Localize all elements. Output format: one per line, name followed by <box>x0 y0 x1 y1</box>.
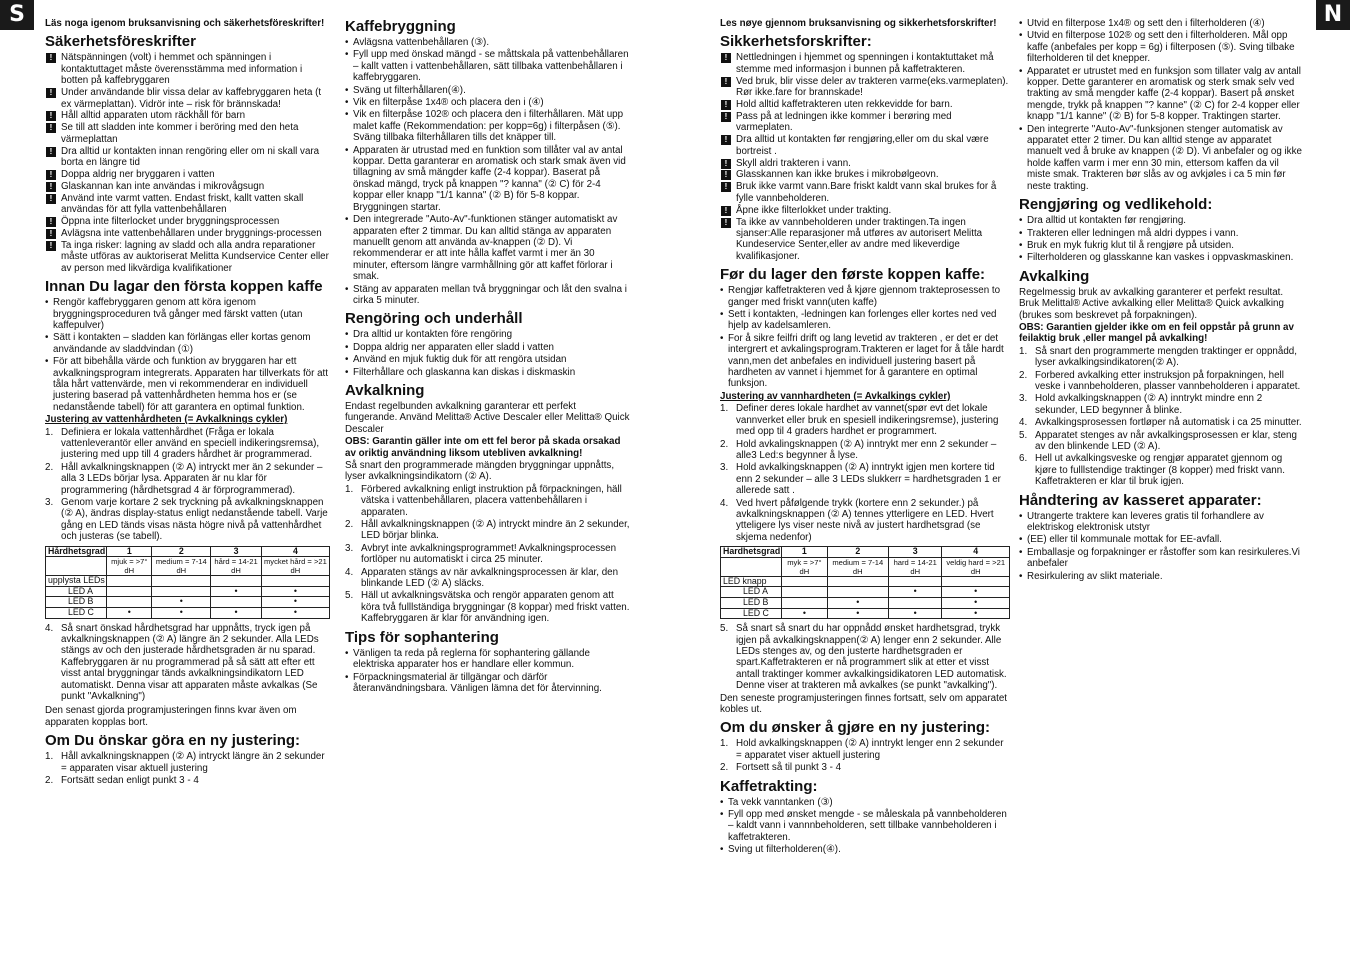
bullet-item: • Sving ut filterholderen(④). <box>720 844 1010 855</box>
grade-cell: 1 <box>782 547 827 558</box>
table-head: Hårdhetsgrad <box>46 546 107 557</box>
step-item: 4. Avkalkingsprosessen fortløper nå automatisk i ca 25 minutter. <box>1019 417 1302 429</box>
bullet-item: • För att bibehålla värde och funktion av bryggaren har ett avkalkningsprogram integrerats. Apparaten har tillverkats för att tåla hårt vattenvärde, men vi rekommenderar en individuell justering baserad på vattenhårdheten hemma hos er (se nedanstående tabell) för att garantera en optimal funktion. <box>45 356 330 413</box>
sv-new-adjust-title: Om Du önskar göra en ny justering: <box>45 732 301 750</box>
sv-descale-title: Avkalkning <box>345 381 425 399</box>
sv-column-2 <box>345 18 630 695</box>
warning-item: ! Hold alltid kaffetrakteren uten rekkevidde for barn. <box>720 99 1010 110</box>
sv-adjust-steps <box>45 427 330 543</box>
step-item: 5. Häll ut avkalkningsvätska och rengör apparaten genom att köra två fulllständiga bryggningar (8 koppar) med friskt vatten. Kaffebryggaren är klar för användning igen. <box>345 590 630 625</box>
warning-item: ! Avlägsna inte vattenbehållaren under bryggnings-processen <box>45 228 330 239</box>
language-tab-norwegian: N <box>1316 0 1350 30</box>
bullet-item: • Rengör kaffebryggaren genom att köra igenom bryggningsproceduren två gånger med färskt vatten (utan kaffepulver) <box>45 297 330 331</box>
bullet-item: • Fyll upp med önskad mängd - se måttskala på vattenbehållaren – kallt vatten i vattenbehållaren, sätt tillbaka vattenbehållaren i kaffebryggaren. <box>345 49 630 83</box>
bullet-item: • Utvid en filterpose 1x4® og sett den i filterholderen (④) <box>1019 18 1304 29</box>
grade-cell: 4 <box>942 547 1010 558</box>
no-descale-intro: Regelmessig bruk av avkalking garanterer et perfekt resultat. Bruk Melittal® Active avkalking eller Melitta® Quick avkalking (brukes som beskrevet på forpakningen). <box>1019 286 1284 321</box>
desc-cell: medium = 7-14 dH <box>827 557 889 576</box>
step-item: 1. Definer deres lokale hardhet av vannet(spør evt det lokale vannverket eller bruk en spesiell indikeringsremse), justering med opp til 4 graders hardhet er programmert. <box>720 403 999 438</box>
sv-clean-title: Rengöring och underhåll <box>345 310 523 328</box>
no-intro: Les nøye gjennom bruksanvisning og sikkerhetsforskrifter! <box>720 18 997 29</box>
sv-new-adjust-steps <box>45 751 330 786</box>
no-disposal-list <box>1019 511 1304 582</box>
bullet-item: • Avlägsna vattenbehållaren (③). <box>345 37 630 48</box>
bullet-item: • Vik en filterpåse 1x4® och placera den i (④) <box>345 97 630 108</box>
grade-cell: 2 <box>152 546 211 557</box>
no-new-adjust-steps <box>720 738 1010 773</box>
bullet-item: • Sätt i kontakten – sladden kan förlängas eller kortas genom användande av sladdvindan (①) <box>45 332 330 355</box>
bullet-item: • Resirkulering av slikt materiale. <box>1019 571 1304 582</box>
desc-cell: mycket hård = >21 dH <box>261 557 329 576</box>
no-new-adjust-title: Om du ønsker å gjøre en ny justering: <box>720 719 991 737</box>
warning-item: ! Doppa aldrig ner bryggaren i vatten <box>45 169 330 180</box>
led-label: LED A <box>46 586 107 597</box>
step-item: 5. Apparatet stenges av når avkalkingsprosessen er klar, steng av den blinkende LED (② A). <box>1019 429 1297 452</box>
no-clean-title: Rengjøring og vedlikehold: <box>1019 196 1213 214</box>
step-item: 4. Ved hvert påfølgende trykk (kortere enn 2 sekunder.) på avkalkningsknappen (② A) tennes ytterligere en LED. Hvert ytteligere lys viser neste nivå av justert hardhetsgrad (se skjema nedenfor) <box>720 497 994 543</box>
no-safety-title: Sikkerhetsforskrifter: <box>720 33 872 51</box>
bullet-item: • Sväng ut filterhållaren(④). <box>345 85 630 96</box>
bullet-item: • Rengjør kaffetrakteren ved å kjøre gjennom trakteprosessen to ganger med friskt vann(uten kaffe) <box>720 285 1010 308</box>
warning-item: ! Pass på at ledningen ikke kommer i berøring med varmeplaten. <box>720 111 1010 134</box>
step-item: 2. Fortsett så til punkt 3 - 4 <box>720 762 842 774</box>
warning-item: ! Se till att sladden inte kommer i beröring med den heta värmeplattan <box>45 122 330 145</box>
warning-item: ! Bruk ikke varmt vann.Bare friskt kaldt vann skal brukes for å fylle vannbeholderen. <box>720 181 1010 204</box>
leds-label: upplysta LEDs <box>46 576 107 587</box>
step-item: 2. Hold avkalingsknappen (② A) inntrykt mer enn 2 sekunder – alle3 Led:s begynner å lyse. <box>720 438 997 461</box>
bullet-item: • Vik en filterpåse 102® och placera den i filterhållaren. Mät upp malet kaffe (Rekommendation: per kopp=6g) i filterpåsen (⑤). Sväng tillbaka filterhållaren tills det knäpper till. <box>345 109 630 143</box>
step-item: 3. Hold avkalkingsknappen (② A) inntrykt igjen men kortere tid enn 2 sekunder – alle 3 LEDs slukkerr = hardhetsgraden 1 er allerede satt . <box>720 462 1001 497</box>
led-label: LED B <box>46 597 107 608</box>
warning-item: ! Nettledningen i hjemmet og spenningen i kontaktuttaket må stemme med informasjon i bunnen på kaffetrakteren. <box>720 52 1010 75</box>
bullet-item: • Använd en mjuk fuktig duk för att rengöra utsidan <box>345 354 630 365</box>
no-clean-list <box>1019 215 1304 264</box>
no-hardness-table: Hardhetsgrad 1 2 3 4 myk = >7° dH medium = 7-14 dH hard = 14-21 dH veldig hard = >21 dH LED knapp LED A • • LED B • • LED C • • • • <box>720 546 1010 619</box>
warning-item: ! Använd inte varmt vatten. Endast friskt, kallt vatten skall användas för att fylla vattenbehållaren <box>45 193 330 216</box>
step-item: 1. Så snart den programmerte mengden traktinger er oppnådd, lyser avkalkingsindikatoren(② A). <box>1019 345 1297 369</box>
sv-first-cup-list <box>45 297 330 413</box>
sv-disposal-list <box>345 648 630 695</box>
empty-cell <box>46 557 107 576</box>
sv-brew-list <box>345 37 630 306</box>
sv-safety-list <box>45 52 330 274</box>
bullet-item: • Apparatet er utrustet med en funksjon som tillater valg av antall kopper. Dette garanterer en aromatisk og sterk smak selv ved trakting av små mengder kaffe (2-4 koppar). Basert på ønsket mengde, trykk på knappen "? kanne" (② C) for 2-4 kopper eller knapp "1/1 kanne" (② B) for 5-8 kopper. Traktingen starter. <box>1019 66 1304 123</box>
step-item: 4. Apparaten stängs av när avkalkningsprocessen är klar, den blinkande LED (② A) släcks. <box>345 566 619 590</box>
warning-item: ! Dra alltid ur kontakten innan rengöring eller om ni skall vara borta en längre tid <box>45 146 330 169</box>
no-column-1 <box>720 18 1010 857</box>
warning-item: ! Håll alltid apparaten utom räckhåll för barn <box>45 110 330 121</box>
bullet-item: • Sett i kontakten, -ledningen kan forlenges eller kortes ned ved hjelp av kadelsamleren. <box>720 309 1010 332</box>
desc-cell: veldig hard = >21 dH <box>942 557 1010 576</box>
bullet-item: • Den integrerte "Auto-Av"-funksjonen stenger automatisk av apparatet etter 2 timer. Du kan alltid stenge av apparatet manuelt ved å bruke av knappen (② D). Vi anbefaler og og ikke holde kaffen varm i mer enn 30 min, ettersom kaffen da vil miste smak. Trakteren bør slås av og avkjøles i ca 5 min før neste trakting. <box>1019 124 1304 192</box>
bullet-item: • Dra alltid ut kontakten før rengjøring. <box>1019 215 1304 226</box>
bullet-item: • Apparaten är utrustad med en funktion som tillåter val av antal koppar. Detta garanterar en aromatisk och stark smak även vid tillagning av små mängder kaffe (2-4 koppar). Baserat på önskad mängd, tryck på knappen "? kanna" (② C) för 2-4 koppar eller knapp "1/1 kanna" (② B) för 5-8 koppar. Bryggningen startar. <box>345 145 630 213</box>
sv-descale-intro: Endast regelbunden avkalkning garanterar ett perfekt fungerande. Använd Melitta® Active Descaler eller Melitta® Quick Descaler <box>345 400 630 435</box>
no-brew-title: Kaffetrakting: <box>720 777 818 795</box>
warning-item: ! Under användande blir vissa delar av kaffebryggaren heta (t ex värmeplattan). Vidrör inte – risk för brännskada! <box>45 87 330 110</box>
step-item: 6. Hell ut avkalkingsveske og rengjør apparatet gjennom og kjøre to fulllstendige traktinger (8 kopper) med friskt vann. Kaffetrakteren er klar til bruk igjen. <box>1019 453 1285 488</box>
no-adjust-steps <box>720 403 1010 543</box>
step-item: 1. Förbered avkalkning enligt instruktion på förpackningen, häll vätska i vattenbehållaren, placera vattenbehållaren i apparaten. <box>345 483 622 518</box>
bullet-item: • Fyll opp med ønsket mengde - se måleskala på vannbeholderen – kaldt vann i vannnbeholderen, sett tillbake vannbeholderen i kaffetrakteren. <box>720 809 1010 843</box>
sv-brew-title: Kaffebryggning <box>345 18 456 35</box>
step-item: 2. Håll avkalkningsknappen (② A) intryckt mer än 2 sekunder – alla 3 LEDs börjar lysa. Apparaten är nu klar för programmering (hårdhetsgrad 4 är förprogrammerad). <box>45 461 323 496</box>
sv-saved-note: Den senast gjorda programjusteringen finns kvar även om apparaten kopplas bort. <box>45 705 297 728</box>
bullet-item: • Trakteren eller ledningen må aldri dyppes i vann. <box>1019 228 1304 239</box>
bullet-item: • Utvid en filterpose 102® og sett den i filterholderen. Mål opp kaffe (anbefales per kopp = 6g) i filterposen (⑤). Sving tilbake filterholderen til det knepper. <box>1019 30 1304 64</box>
sv-first-cup-title: Innan Du lagar den första koppen kaffe <box>45 278 323 296</box>
step-item: 5. Så snart så snart du har oppnådd ønsket hardhetsgrad, trykk igjen på avkalkingsknappen(② A) lenger enn 2 sekunder. Alle LEDs stenges av, og den justerte hardhetsgraden er spart.Kaffetrakteren er nå programmert slik at etter et visst antall traktinger kommer avkalkingsidikatoren LED automatisk. Denne viser at trakteren må avkalkes (se punkt "avkalking"). <box>720 623 1007 692</box>
bullet-item: • For å sikre feilfri drift og lang levetid av trakteren , er det er det intergrert et avkalingsprogram.Trakteren er laget for å tåle hardt vann,men det anbefales en individuell justering basert på hardheten av vannet i hjemmet for å garantere en optimal funksjon. <box>720 333 1010 390</box>
step-item: 3. Avbryt inte avkalkningsprogrammet! Avkalkningsprocessen fortlöper nu automatiskt i circa 25 minuter. <box>345 542 617 566</box>
no-column-2 <box>1019 18 1304 583</box>
no-brew-list-a <box>720 797 1010 856</box>
bullet-item: • Filterhållare och glaskanna kan diskas i diskmaskin <box>345 367 630 378</box>
no-step-5 <box>720 623 1010 691</box>
sv-hardness-table: Hårdhetsgrad 1 2 3 4 mjuk = >7° dH medium = 7-14 dH hård = 14-21 dH mycket hård = >21 dH upplysta LEDs LED A • • LED B • • LED C • • • • <box>45 546 330 619</box>
led-label: LED A <box>721 587 782 598</box>
bullet-item: • Doppa aldrig ner apparaten eller sladd i vatten <box>345 342 630 353</box>
sv-adjust-title: Justering av vattenhårdheten (= Avkalknings cykler) <box>45 414 288 426</box>
warning-item: ! Glasskannen kan ikke brukes i mikrobølgeovn. <box>720 169 1010 180</box>
desc-cell: mjuk = >7° dH <box>107 557 152 576</box>
no-saved-note: Den seneste programjusteringen finnes fortsatt, selv om apparatet kobles ut. <box>720 692 1007 715</box>
desc-cell: myk = >7° dH <box>782 557 827 576</box>
bullet-item: • Bruk en myk fukrig klut til å rengjøre på utsiden. <box>1019 240 1304 251</box>
no-disposal-title: Håndtering av kasseret apparater: <box>1019 491 1262 509</box>
no-adjust-title: Justering av vannhardheten (= Avkalkings cykler) <box>720 390 951 402</box>
no-first-cup-list <box>720 285 1010 390</box>
bullet-item: • Stäng av apparaten mellan två bryggningar och låt den svalna i cirka 5 minuter. <box>345 284 630 307</box>
sv-step-4 <box>45 623 330 703</box>
step-item: 3. Hold avkalkingsknappen (② A) inntrykt mindre enn 2 sekunder, LED begynner å blinke. <box>1019 393 1263 416</box>
sv-disposal-title: Tips för sophantering <box>345 628 499 646</box>
sv-column-1 <box>45 18 330 788</box>
warning-item: ! Skyll aldri trakteren i vann. <box>720 158 1010 169</box>
no-brew-list-b <box>1019 18 1304 192</box>
sv-safety-title: Säkerhetsföreskrifter <box>45 33 196 51</box>
leds-label: LED knapp <box>721 576 782 587</box>
language-tab-swedish: S <box>0 0 34 30</box>
sv-descale-steps <box>345 484 630 625</box>
warning-item: ! Ved bruk, blir visse deler av trakteren varme(eks.varmeplaten). Rør ikke.fare for brannskade! <box>720 76 1010 99</box>
desc-cell: hard = 14-21 dH <box>889 557 942 576</box>
step-item: 2. Fortsätt sedan enligt punkt 3 - 4 <box>45 775 199 787</box>
no-descale-obs: OBS: Garantien gjelder ikke om en feil oppstår på grunn av feilaktig bruk ,eller mangel på avkalking! <box>1019 321 1294 345</box>
led-label: LED B <box>721 597 782 608</box>
sv-descale-obs: OBS: Garantin gäller inte om ett fel beror på skada orsakad av oriktig användning liksom utebliven avkalkning! <box>345 436 621 459</box>
no-descale-title: Avkalking <box>1019 267 1090 285</box>
table-head: Hardhetsgrad <box>721 547 782 558</box>
bullet-item: • Förpackningsmaterial är tillgängar och därför återanvändningsbara. Vänligen lämna det för återvinning. <box>345 672 630 695</box>
bullet-item: • Den integrerade "Auto-Av"-funktionen stänger automatiskt av apparaten efter 2 timmar. Du kan alltid stänga av apparaten manuellt genom att använda av-knappen (② D). Vi rekommenderar er att inte hålla kaffet varmt i mer än 30 minuter, eftersom längre varmhållning gör att kaffet förlorar i smak. <box>345 214 630 282</box>
led-label: LED C <box>721 608 782 619</box>
desc-cell: medium = 7-14 dH <box>152 557 211 576</box>
grade-cell: 3 <box>211 546 262 557</box>
step-item: 1. Håll avkalkningsknappen (② A) intryckt längre än 2 sekunder = apparaten visar aktuell justering <box>45 751 325 774</box>
no-safety-list <box>720 52 1010 262</box>
bullet-item: • Filterholderen og glasskanne kan vaskes i oppvaskmaskinen. <box>1019 252 1304 263</box>
no-first-cup-title: Før du lager den første koppen kaffe: <box>720 266 986 284</box>
sv-clean-list <box>345 329 630 378</box>
warning-item: ! Ta ikke av vannbeholderen under traktingen.Ta ingen sjanser:Alle reparasjoner må utføres av autorisert Melitta Kundeservice Senter,eller av andre med likeverdige kvalifikasjoner. <box>720 217 1010 263</box>
step-item: 1. Definiera er lokala vattenhårdhet (Fråga er lokala vattenleverantör eller använd en speciell indikeringsremsa), justering med upp till 4 graders hårdhet är programmerad. <box>45 426 320 461</box>
empty-cell <box>721 557 782 576</box>
warning-item: ! Dra alltid ut kontakten før rengjøring,eller om du skal være bortreist . <box>720 134 1010 157</box>
warning-item: ! Glaskannan kan inte användas i mikrovågsugn <box>45 181 330 192</box>
sv-descale-note: Så snart den programmerade mängden bryggningar uppnåtts, lyser avkalkningsindikatorn (② A). <box>345 460 615 483</box>
no-descale-steps <box>1019 346 1304 488</box>
led-label: LED C <box>46 608 107 619</box>
bullet-item: • Dra alltid ur kontakten före rengöring <box>345 329 630 340</box>
grade-cell: 2 <box>827 547 889 558</box>
bullet-item: • (EE) eller til kommunale mottak for EE-avfall. <box>1019 534 1304 545</box>
warning-item: ! Åpne ikke filterlokket under trakting. <box>720 205 1010 216</box>
step-item: 2. Håll avkalkningsknappen (② A) intryckt mindre än 2 sekunder, LED börjar blinka. <box>345 519 630 542</box>
grade-cell: 4 <box>261 546 329 557</box>
bullet-item: • Emballasje og forpakninger er råstoffer som kan resirkuleres.Vi anbefaler <box>1019 547 1304 570</box>
grade-cell: 3 <box>889 547 942 558</box>
warning-item: ! Ta inga risker: lagning av sladd och alla andra reparationer måste utföras av auktoriserat Melitta Kundservice Center eller av person med likvärdiga kvalifikationer <box>45 240 330 274</box>
warning-item: ! Nätspänningen (volt) i hemmet och spänningen i kontaktuttaget måste överensstämma med information i botten på kaffebryggaren <box>45 52 330 86</box>
step-item: 2. Forbered avkalking etter instruksjon på forpakningen, hell veske i vannbeholderen, plasser vannbeholderen i apparatet. <box>1019 369 1301 392</box>
step-item: 3. Genom varje kortare 2 sek tryckning på avkalkningsknappen (② A), ändras display-status enligt nedanstående tabell. Varje gång en LED tänds visas nästa högre nivå på vattenhårdhet och justeras (se tabell). <box>45 497 328 543</box>
bullet-item: • Ta vekk vanntanken (③) <box>720 797 1010 808</box>
step-item: 4. Så snart önskad hårdhetsgrad har uppnåtts, tryck igen på avkalkningsknappen (② A) längre än 2 sekunder. Alla LEDs stängs av och den justerade hårdhetsgraden är nu sparad. Kaffebryggaren är nu programmerad på så sätt att efter ett visst antal bryggningar tänds avkalkningsindikatorn LED automatiskt. Denna visar att apparaten måste avkalkas (Se punkt "Avkalkning") <box>45 622 319 703</box>
step-item: 1. Hold avkalkingsknappen (② A) inntrykt lenger enn 2 sekunder = apparatet viser aktuell justering <box>720 738 1004 761</box>
bullet-item: • Utrangerte traktere kan leveres gratis til forhandlere av elektriskog elektronisk utstyr <box>1019 511 1304 534</box>
warning-item: ! Öppna inte filterlocket under bryggningsprocessen <box>45 216 330 227</box>
desc-cell: hård = 14-21 dH <box>211 557 262 576</box>
grade-cell: 1 <box>107 546 152 557</box>
bullet-item: • Vänligen ta reda på reglerna för sophantering gällande elektriska apparater hos er handlare eller kommun. <box>345 648 630 671</box>
sv-intro: Läs noga igenom bruksanvisning och säkerhetsföreskrifter! <box>45 18 325 29</box>
